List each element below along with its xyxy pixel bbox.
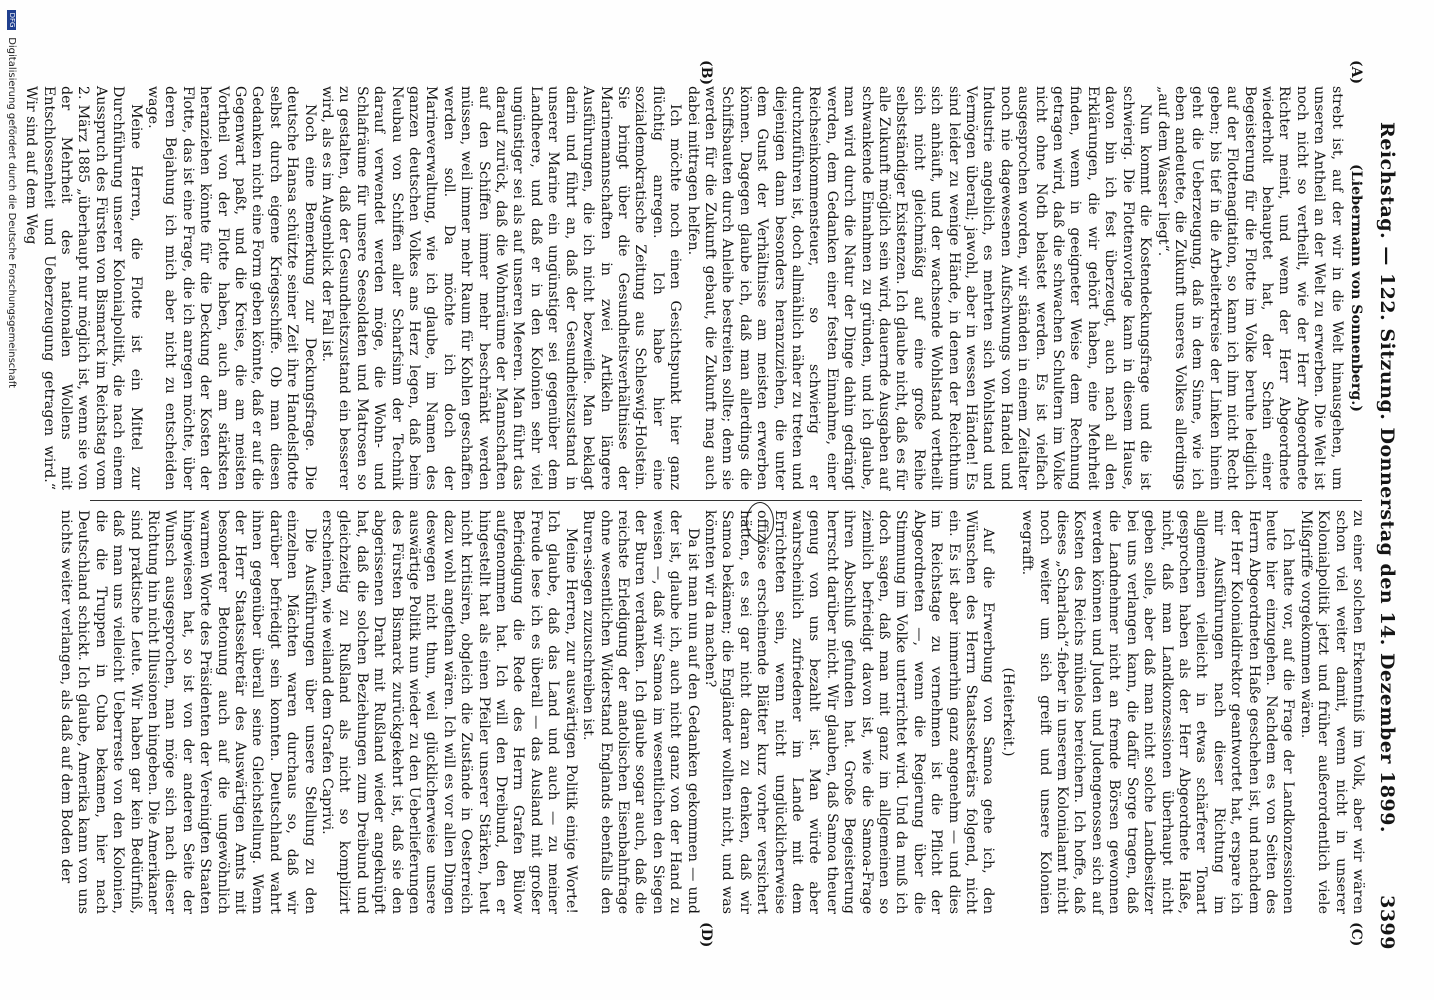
left-column bbox=[23, 86, 1366, 490]
paragraph: Meine Herren, die Flotte ist ein Mittel zur Durchführung unserer Kolonialpolitik, die nach einem Ausspruch des Fürsten von Bismarck im Reichstag vom 2. März 1885 „überhaupt nur möglich ist, wenn sie von der Mehrheit des nationalen Wollens mit Entschlossenheit und Ueberzeugung getragen wird.“ Wir sind auf dem Weg bbox=[23, 86, 144, 490]
page-header bbox=[1370, 60, 1404, 950]
page-number: 3399 bbox=[1376, 895, 1398, 950]
paragraph: Die Ausführungen über unsere Stellung zu den einzelnen Mächten waren durchaus so, daß wir darüber befriedigt sein konnten. Deutschland wahrt ihnen gegenüber überall seine Gleichstellung. Wenn der Herr Staatssekretär des Auswärtigen Amts mit besonderer Betonung auch auf die ungewöhnlich warmen Worte des Präsidenten der Vereinigten Staaten hingewiesen hat, so ist von der anderen Seite der Wunsch ausgesprochen, man möge sich nach dieser Richtung hin nicht Illusionen hingeben. Die Amerikaner sind praktische Leute. Wir haben gar kein Bedürfniß, daß man uns vielleicht Ueberreste von den Kolonien, die die Truppen in Cuba bekamen, hier nach Deutschland schickt. Ich glaube, Amerika kann von uns nichts weiter verlangen, als daß auf dem Boden der bbox=[57, 510, 318, 914]
margin-marker-a: (A) bbox=[1348, 60, 1364, 85]
digitization-footer bbox=[6, 0, 17, 1000]
speaker-line: (Liebermann von Sonnenberg.) bbox=[1348, 164, 1364, 412]
paragraph: Ich möchte noch einen Gesichtspunkt hier ganz flüchtig anregen. Ich habe hier eine sozialdemokratische Zeitung aus Schleswig-Holstein. Sie bringt über die Gesundheitsverhältnisse der Marinemannschaften in zwei Artikeln längere Ausführungen, die ich nicht bezweifle. Man beklagt darin und führt an, daß der Gesundheitszustand in unserer Marine ein ungünstiger sei gegenüber dem Landheere, und daß er in den Kolonien sehr viel ungünstiger sei als auf unseren Meeren. Man führt das darauf zurück, daß die Wohnräume der Mannschaften auf den Schiffen immer mehr beschränkt werden müssen, weil immer mehr Raum für Kohlen geschaffen werden soll. Da möchte ich doch der Marineverwaltung, wie ich glaube, im Namen des ganzen deutschen Volkes ans Herz legen, daß beim Neubau von Schiffen aller Scharfsinn der Technik darauf verwendet werden möge, die Wohn- und Schlafräume für unsere Seesoldaten und Matrosen so zu gestalten, daß der Gesundheitszustand ein besserer wird, als es im Augenblick der Fall ist. bbox=[319, 86, 684, 490]
paragraph: Nun kommt die Kostendeckungsfrage und die ist schwierig. Die Flottenvorlage kann in diesem Hause, davon bin ich fest überzeugt, auch nach all den Erklärungen, die wir gehört haben, eine Mehrheit finden, wenn in geeigneter Weise dem Rechnung getragen wird, daß die schwachen Schultern im Volke nicht ohne Noth belastet werden. Es ist vielfach ausgesprochen worden, wir ständen in einem Zeitalter noch nie dagewesenen Aufschwungs von Handel und Industrie angeblich, es mehrten sich Wohlstand und Vermögen überall; jawohl, aber in wessen Händen! Es sind leider zu wenige Hände, in denen der Reichthum sich anhäuft, und der wachsende Wohlstand vertheilt sich nicht gleichmäßig auf eine große Reihe selbstständiger Existenzen. Ich glaube nicht, daß es für alle Zukunft möglich sein wird, dauernde Ausgaben auf schwankende Einnahmen zu gründen, und ich glaube, man wird durch die Natur der Dinge dahin gedrängt werden, dem Gedanken einer festen Einnahme, einer Reichseinkommensteuer, so schwierig er durchzuführen ist, doch allmählich näher zu treten und diejenigen dann besonders heranzuziehen, die unter dem Gunst der Verhältnisse am meisten erwerben können. Dagegen glaube ich, daß man allerdings die Schiffsbauten durch Anleihe bestreiten sollte; denn sie werden für die Zukunft gebaut, die Zukunft mag auch dabei mittragen helfen. bbox=[684, 86, 1154, 490]
header-title: Reichstag. — 122. Sitzung. Donnerstag den 14. Dezember 1899. bbox=[1376, 122, 1398, 834]
column-divider bbox=[90, 500, 1362, 501]
dfg-logo-icon: DFG bbox=[8, 10, 17, 30]
paragraph: Ich hatte vor, auf die Frage der Landkonzessionen heute hier einzugehen. Nachdem es von Seiten des Herrn Abgeordneten Haße geschehen ist, und nachdem der Herr Kolonialdirektor geantwortet hat, erspare ich mir Ausführungen nach dieser Richtung im allgemeinen vielleicht in etwas schärferer Tonart gesprochen haben als der Herr Abgeordnete Haße, nicht, daß man Landkonzessionen überhaupt nicht geben solle, aber daß man nicht solche Landbesitzer bei uns verlangen kann, die dafür Sorge tragen, daß die Landnehmer nicht an fremde Börsen gewonnen werden können und Juden und Judengenossen sich auf Kosten des Reichs mühelos bereichern. Ich hoffe, daß dieses „Scharlach“-fieber in unserem Kolonialamt nicht noch weiter um sich greift und unsere Kolonien wegrafft. bbox=[1019, 510, 1297, 914]
footer-text: Digitalisierung gefördert durch die Deutsche Forschungsgemeinschaft bbox=[6, 37, 17, 389]
margin-marker-b: (B) bbox=[698, 60, 714, 86]
interjection: (Heiterkeit.) bbox=[999, 667, 1016, 757]
paragraph: strebt ist, auf der wir in die Welt hinausgehen, um unseren Antheil an der Welt zu erwerben. Die Welt ist noch nicht so vertheilt, wie der Herr Abgeordnete Richter meint, und wenn der Herr Abgeordnete wiederholt behauptet hat, der Schein einer Begeisterung für die Flotte im Volke beruhe lediglich auf der Flottenagitation, so kann ich ihm nicht Recht geben; bis tief in die Arbeiterkreise der Linken hinein geht die Ueberzeugung, daß in dem Sinne, wie ich eben andeutete, die Zukunft unseres Volkes allerdings „auf dem Wasser liegt“. bbox=[1154, 86, 1345, 490]
paragraph: zu einer solchen Erkenntniß im Volk, aber wir wären schon viel weiter damit, wenn nicht in unserer Kolonialpolitik jetzt und früher außerordentlich viele Mißgriffe vorgekommen wären. bbox=[1297, 510, 1366, 914]
paragraph: Meine Herren, zur auswärtigen Politik einige Worte! Ich glaube, daß das Land und auch — zu meiner Freude lese ich es überall — das Ausland mit großer Befriedigung die Rede des Herrn Grafen Bülow aufgenommen hat. Ich will den Dreibund, den er hingestellt hat als einen Pfeiler unserer Stärken, heut nicht kritisiren, obgleich die Zustände in Oesterreich dazu wohl angethan wären. Ich will es vor allen Dingen deswegen nicht thun, weil glücklicherweise unsere auswärtige Politik nun wieder zu den Ueberlieferungen des Fürsten Bismarck zurückgekehrt ist, daß sie den abgerissenen Draht mit Rußland wieder angeknüpft hat, daß die solchen Beziehungen zum Dreibund und gleichzeitig zu Rußland als nicht so komplizirt erscheinen, wie weiland dem Grafen Caprivi. bbox=[319, 510, 579, 914]
paragraph: Noch eine Bemerkung zur Deckungsfrage. Die deutsche Hansa schützte seiner Zeit ihre Handelsflotte selbst durch eigene Kriegsschiffe. Ob man diesen Gedanken nicht eine Form geben könnte, daß er auf die Gegenwart paßt, und die Kreise, die am meisten Vortheil von der Flotte haben, auch am stärksten heranziehen könnte für die Deckung der Kosten der Flotte, das ist eine Frage, die ich anregen möchte, über deren Bejahung ich mich aber nicht zu entscheiden wage. bbox=[144, 86, 318, 490]
margin-marker-d: (D) bbox=[698, 922, 714, 948]
paragraph: Auf die Erwerbung von Samoa gehe ich, den Wünschen des Herrn Staatssekretärs folgend, nicht ein. Es ist aber immerhin ganz angenehm — und dies im Reichstage zu vernehmen ist die Pflicht der Abgeordneten —, wenn die Regierung über die Stimmung im Volke unterrichtet wird. Und da muß ich doch sagen, daß man mit ganz im allgemeinen so ziemlich befriedigt davon ist, wie die Samoa-Frage ihren Abschluß gefunden hat. Große Begeisterung herrscht darüber nicht. Wir glauben, daß Samoa theuer genug von uns bezahlt ist. Man würde aber wahrscheinlich zufriedener im Lande mit dem Errichteten sein, wenn nicht unglücklicherweise offiziöse erscheinende Blätter kurz vorher versichert hätten, es sei gar nicht daran zu denken, daß wir Samoa bekämen; die Engländer wollten nicht, und was könnten wir da machen? bbox=[701, 510, 997, 914]
margin-marker-c: (C) bbox=[1348, 922, 1364, 947]
paragraph: Da ist man nun auf den Gedanken gekommen — und der ist, glaube ich, auch nicht ganz von der Hand zu weisen —, daß wir Samoa im wesentlichen den Siegen der Buren verdanken. Ich glaube sogar auch, daß die reichste Erledigung der anatolischen Eisenbahnfrage ohne wesentlichen Widerstand Englands ebenfalls den Buren-siegen zuzuschreiben ist. bbox=[580, 510, 701, 914]
right-column bbox=[57, 510, 1366, 914]
pencil-circle-mark bbox=[746, 502, 774, 542]
